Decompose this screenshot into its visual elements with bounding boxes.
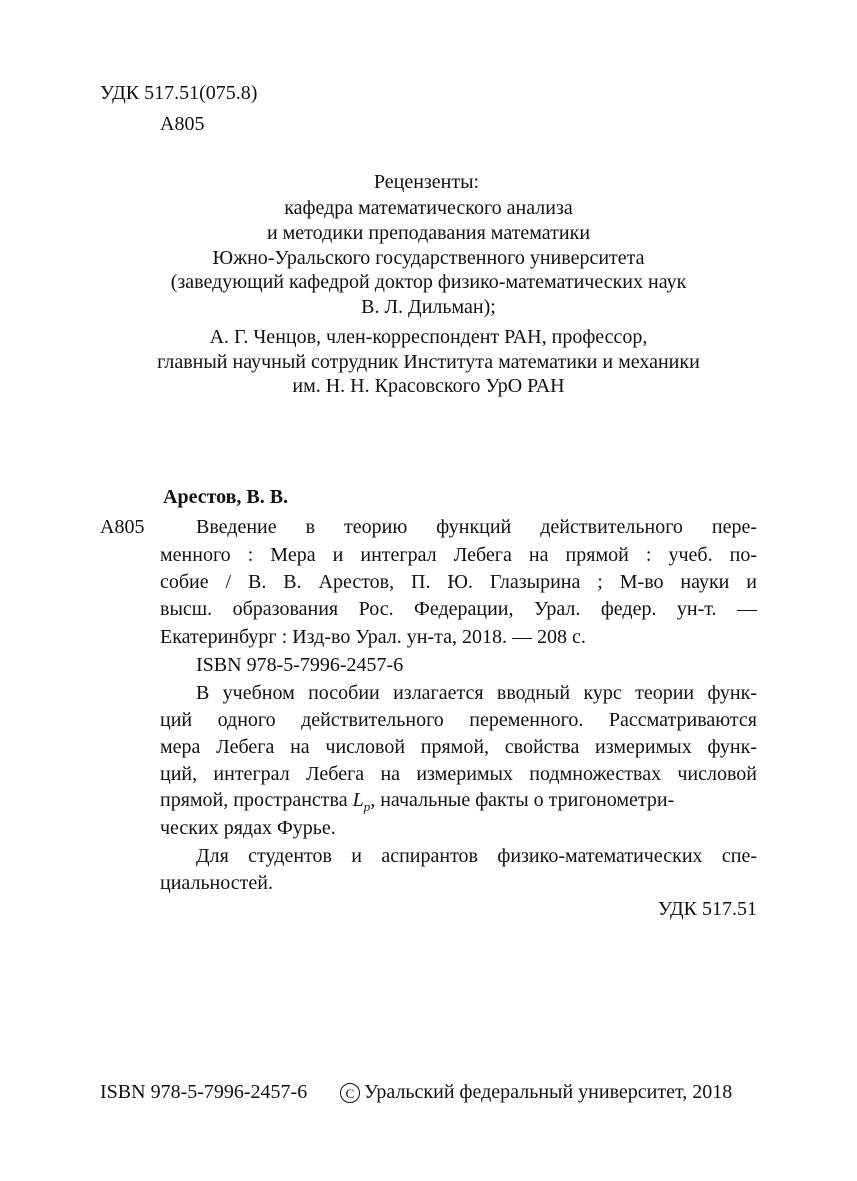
abstract-text: прямой, пространства (160, 789, 353, 811)
reviewer-line: главный научный сотрудник Института математики и механики (157, 351, 700, 373)
abstract-line: мера Лебега на числовой прямой, свойства измеримых функ- (160, 736, 757, 758)
audience-line: Для студентов и аспирантов физико-математических спе- (196, 845, 757, 867)
catalog-udc: УДК 517.51 (657, 898, 757, 920)
author-mark: А805 (160, 113, 205, 135)
description-line: менного : Мера и интеграл Лебега на прямой : учеб. по- (160, 544, 757, 566)
reviewers-heading: Рецензенты: (373, 171, 480, 193)
udc-code: УДК 517.51(075.8) (100, 82, 258, 104)
description-line: собие / В. В. Арестов, П. Ю. Глазырина ; М-во науки и (160, 571, 757, 593)
reviewer-line: А. Г. Ченцов, член-корреспондент РАН, профессор, (209, 326, 648, 348)
abstract-text: , начальные факты о тригонометри- (370, 789, 675, 811)
abstract-line: В учебном пособии излагается вводный курс теории функ- (196, 682, 757, 704)
lp-subscript: p (363, 799, 371, 814)
description-line: Введение в теорию функций действительного пере- (196, 516, 757, 538)
lp-symbol: L (352, 789, 364, 811)
footer-isbn: ISBN 978-5-7996-2457-6 (100, 1081, 308, 1103)
copyright-icon: C (340, 1083, 360, 1103)
reviewer-line: кафедра математического анализа (284, 197, 573, 219)
catalog-author: Арестов, В. В. (163, 486, 289, 508)
reviewer-line: и методики преподавания математики (266, 222, 591, 244)
abstract-line: ций, интеграл Лебега на измеримых подмножествах числовой (160, 763, 757, 785)
copyright-text: Уральский федеральный университет, 2018 (364, 1081, 733, 1103)
description-line: Екатеринбург : Изд-во Урал. ун-та, 2018. — 208 с. (160, 626, 586, 648)
abstract-line: ций одного действительного переменного. Рассматриваются (160, 709, 757, 731)
reviewer-line: им. Н. Н. Красовского УрО РАН (292, 375, 565, 397)
abstract-line: ческих рядах Фурье. (160, 817, 336, 839)
footer-copyright (340, 1081, 732, 1104)
abstract-line (160, 789, 757, 815)
description-line: высш. образования Рос. Федерации, Урал. федер. ун-т. — (160, 598, 757, 620)
audience-line: циальностей. (160, 872, 273, 894)
reviewer-line: (заведующий кафедрой доктор физико-математических наук (170, 271, 687, 293)
reviewer-line: Южно-Уральского государственного университета (212, 247, 645, 269)
reviewer-line: В. Л. Дильман); (361, 296, 496, 318)
catalog-mark: А805 (100, 516, 145, 538)
catalog-isbn: ISBN 978-5-7996-2457-6 (196, 654, 404, 676)
